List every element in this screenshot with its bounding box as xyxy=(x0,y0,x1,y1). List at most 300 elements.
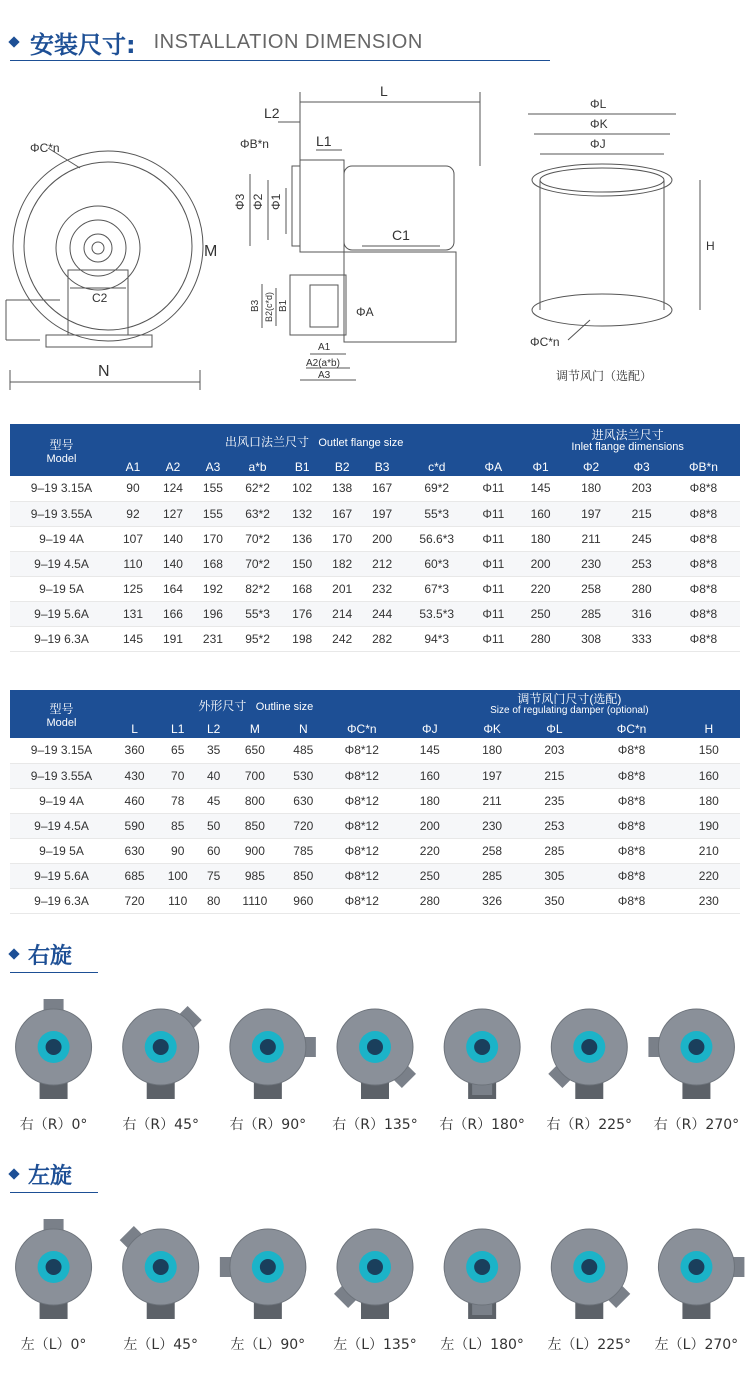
value-cell: 244 xyxy=(362,601,402,626)
label-l: L xyxy=(380,83,388,99)
fan-left-0 xyxy=(16,1219,92,1319)
model-header-cn: 型号 xyxy=(49,437,74,452)
model-header-2-cn: 型号 xyxy=(49,701,74,716)
column-header: A3 xyxy=(193,458,233,476)
column-header: ΦC*n xyxy=(325,720,399,738)
value-cell: 214 xyxy=(322,601,362,626)
label-phi-a: ΦA xyxy=(356,305,374,319)
value-cell: 192 xyxy=(193,576,233,601)
value-cell: 250 xyxy=(399,863,461,888)
column-header: N xyxy=(282,720,325,738)
value-cell: 960 xyxy=(282,888,325,913)
value-cell: 253 xyxy=(616,551,667,576)
value-cell: 900 xyxy=(228,838,282,863)
fan-label: 右（R）135° xyxy=(332,1117,418,1133)
label-phi2: Φ2 xyxy=(251,193,265,210)
table-row xyxy=(10,813,740,838)
value-cell: 720 xyxy=(282,813,325,838)
table-row xyxy=(10,601,740,626)
header-divider xyxy=(10,60,550,61)
column-header: Φ3 xyxy=(616,458,667,476)
value-cell: 92 xyxy=(113,501,153,526)
fan-label: 右（R）180° xyxy=(439,1117,525,1133)
table2-column-headers xyxy=(10,720,740,738)
column-header: ΦA xyxy=(471,458,515,476)
header-title-en: INSTALLATION DIMENSION xyxy=(153,30,423,53)
column-header: Φ1 xyxy=(515,458,566,476)
fan-right-225 xyxy=(548,1009,627,1099)
value-cell: 85 xyxy=(156,813,199,838)
value-cell: 280 xyxy=(399,888,461,913)
value-cell: 145 xyxy=(399,738,461,763)
value-cell: 198 xyxy=(282,626,322,651)
label-h: H xyxy=(706,239,715,253)
outlet-header-cn: 出风口法兰尺寸 xyxy=(224,434,309,449)
fan-left-180 xyxy=(444,1229,520,1319)
value-cell: 110 xyxy=(113,551,153,576)
value-cell: 80 xyxy=(199,888,228,913)
table2-body xyxy=(10,738,740,913)
model-cell: 9–19 5.6A xyxy=(10,863,113,888)
value-cell: 55*3 xyxy=(402,501,471,526)
value-cell: Φ8*8 xyxy=(586,813,678,838)
value-cell: Φ8*8 xyxy=(667,601,740,626)
fan-label: 左（L）225° xyxy=(547,1337,632,1353)
right-rotation-header xyxy=(10,938,72,970)
damper-group-header xyxy=(399,690,740,720)
value-cell: 850 xyxy=(282,863,325,888)
value-cell: 180 xyxy=(461,738,523,763)
model-cell: 9–19 4.5A xyxy=(10,551,113,576)
model-header-en: Model xyxy=(46,452,77,465)
value-cell: 70*2 xyxy=(233,526,282,551)
value-cell: 63*2 xyxy=(233,501,282,526)
value-cell: 230 xyxy=(678,888,740,913)
outline-damper-table xyxy=(10,690,740,914)
outline-header-cn: 外形尺寸 xyxy=(198,698,247,713)
value-cell: 160 xyxy=(515,501,566,526)
column-header: L xyxy=(113,720,156,738)
value-cell: 82*2 xyxy=(233,576,282,601)
value-cell: Φ8*8 xyxy=(667,476,740,501)
value-cell: 215 xyxy=(523,763,585,788)
model-header xyxy=(10,424,113,476)
table-row xyxy=(10,626,740,651)
value-cell: 131 xyxy=(113,601,153,626)
value-cell: 232 xyxy=(362,576,402,601)
value-cell: 235 xyxy=(523,788,585,813)
value-cell: 176 xyxy=(282,601,322,626)
outlet-header-en: Outlet flange size xyxy=(318,436,404,449)
value-cell: 430 xyxy=(113,763,156,788)
fan-left-270 xyxy=(658,1229,744,1319)
value-cell: 630 xyxy=(282,788,325,813)
value-cell: 90 xyxy=(156,838,199,863)
value-cell: 700 xyxy=(228,763,282,788)
label-l1: L1 xyxy=(316,133,332,149)
value-cell: 215 xyxy=(616,501,667,526)
fan-label: 左（L）135° xyxy=(333,1337,417,1353)
value-cell: Φ8*8 xyxy=(586,738,678,763)
fan-label: 右（R）90° xyxy=(229,1117,307,1133)
value-cell: 220 xyxy=(399,838,461,863)
model-cell: 9–19 3.15A xyxy=(10,476,113,501)
column-header: B3 xyxy=(362,458,402,476)
value-cell: 155 xyxy=(193,476,233,501)
value-cell: 285 xyxy=(461,863,523,888)
value-cell: Φ8*8 xyxy=(667,626,740,651)
column-header: ΦL xyxy=(523,720,585,738)
value-cell: Φ11 xyxy=(471,576,515,601)
fan-right-180 xyxy=(444,1009,520,1099)
model-cell: 9–19 3.15A xyxy=(10,738,113,763)
table1-column-headers xyxy=(10,458,740,476)
label-b2: B2(c*d) xyxy=(264,291,274,322)
value-cell: 720 xyxy=(113,888,156,913)
inlet-header-cn: 进风法兰尺寸 xyxy=(591,428,664,442)
value-cell: 168 xyxy=(282,576,322,601)
value-cell: Φ8*8 xyxy=(667,501,740,526)
value-cell: 280 xyxy=(515,626,566,651)
left-labels xyxy=(0,1334,750,1354)
value-cell: 170 xyxy=(193,526,233,551)
value-cell: 590 xyxy=(113,813,156,838)
value-cell: 250 xyxy=(515,601,566,626)
label-m: M xyxy=(204,243,218,260)
value-cell: 210 xyxy=(678,838,740,863)
value-cell: 985 xyxy=(228,863,282,888)
label-damper: 调节风门（选配） xyxy=(556,369,653,383)
left-rotation-title: 左旋 xyxy=(28,1163,73,1189)
value-cell: 200 xyxy=(515,551,566,576)
value-cell: 800 xyxy=(228,788,282,813)
fan-right-270 xyxy=(648,1009,734,1099)
value-cell: 40 xyxy=(199,763,228,788)
label-c1: C1 xyxy=(392,227,410,243)
column-header: H xyxy=(678,720,740,738)
value-cell: 145 xyxy=(515,476,566,501)
value-cell: 45 xyxy=(199,788,228,813)
value-cell: Φ8*12 xyxy=(325,888,399,913)
value-cell: 1110 xyxy=(228,888,282,913)
model-cell: 9–19 6.3A xyxy=(10,626,113,651)
value-cell: 90 xyxy=(113,476,153,501)
value-cell: 94*3 xyxy=(402,626,471,651)
label-b1: B1 xyxy=(278,299,289,312)
value-cell: 167 xyxy=(322,501,362,526)
table-row xyxy=(10,476,740,501)
value-cell: 160 xyxy=(399,763,461,788)
fan-label: 左（L）180° xyxy=(440,1337,524,1353)
value-cell: 308 xyxy=(566,626,617,651)
outlet-group-header xyxy=(113,424,515,458)
value-cell: 127 xyxy=(153,501,193,526)
value-cell: 55*3 xyxy=(233,601,282,626)
model-cell: 9–19 5A xyxy=(10,838,113,863)
value-cell: 56.6*3 xyxy=(402,526,471,551)
value-cell: Φ11 xyxy=(471,476,515,501)
value-cell: 60*3 xyxy=(402,551,471,576)
value-cell: Φ11 xyxy=(471,626,515,651)
value-cell: 650 xyxy=(228,738,282,763)
column-header: A1 xyxy=(113,458,153,476)
column-header: ΦC*n xyxy=(586,720,678,738)
column-header: L1 xyxy=(156,720,199,738)
value-cell: 180 xyxy=(678,788,740,813)
value-cell: 258 xyxy=(566,576,617,601)
section-header xyxy=(10,22,423,62)
value-cell: 164 xyxy=(153,576,193,601)
model-header-2 xyxy=(10,690,113,738)
model-cell: 9–19 6.3A xyxy=(10,888,113,913)
label-b3: B3 xyxy=(250,299,261,312)
fan-left-135 xyxy=(334,1229,413,1319)
fan-left-90 xyxy=(220,1229,306,1319)
fan-right-45 xyxy=(123,1006,202,1099)
left-fan-images xyxy=(0,1215,750,1330)
fan-label: 右（R）225° xyxy=(546,1117,632,1133)
value-cell: 200 xyxy=(399,813,461,838)
value-cell: 280 xyxy=(616,576,667,601)
outlet-inlet-table xyxy=(10,424,740,652)
value-cell: Φ8*8 xyxy=(586,838,678,863)
diamond-icon xyxy=(8,1168,19,1179)
value-cell: 140 xyxy=(153,551,193,576)
column-header: c*d xyxy=(402,458,471,476)
value-cell: Φ11 xyxy=(471,601,515,626)
value-cell: 230 xyxy=(461,813,523,838)
value-cell: Φ11 xyxy=(471,501,515,526)
column-header: L2 xyxy=(199,720,228,738)
column-header: ΦJ xyxy=(399,720,461,738)
column-header: A2 xyxy=(153,458,193,476)
value-cell: 197 xyxy=(566,501,617,526)
label-phi-bn: ΦB*n xyxy=(240,137,269,151)
label-phi-k: ΦK xyxy=(590,117,608,131)
table-row xyxy=(10,576,740,601)
label-c2: C2 xyxy=(92,291,108,305)
label-phi1: Φ1 xyxy=(269,193,283,210)
right-rotation-title: 右旋 xyxy=(28,943,73,969)
value-cell: 132 xyxy=(282,501,322,526)
header-title-cn: 安装尺寸: xyxy=(30,30,136,59)
value-cell: 316 xyxy=(616,601,667,626)
value-cell: 350 xyxy=(523,888,585,913)
value-cell: 785 xyxy=(282,838,325,863)
value-cell: 110 xyxy=(156,888,199,913)
column-header: a*b xyxy=(233,458,282,476)
table-row xyxy=(10,888,740,913)
column-header: B1 xyxy=(282,458,322,476)
value-cell: 70 xyxy=(156,763,199,788)
value-cell: 125 xyxy=(113,576,153,601)
value-cell: 285 xyxy=(523,838,585,863)
value-cell: 69*2 xyxy=(402,476,471,501)
table-row xyxy=(10,838,740,863)
value-cell: 155 xyxy=(193,501,233,526)
value-cell: 203 xyxy=(523,738,585,763)
inlet-group-header xyxy=(515,424,740,458)
column-header: ΦB*n xyxy=(667,458,740,476)
value-cell: 62*2 xyxy=(233,476,282,501)
value-cell: 70*2 xyxy=(233,551,282,576)
value-cell: Φ8*8 xyxy=(586,788,678,813)
value-cell: 50 xyxy=(199,813,228,838)
value-cell: Φ8*8 xyxy=(667,551,740,576)
right-labels xyxy=(0,1114,750,1134)
value-cell: 326 xyxy=(461,888,523,913)
value-cell: 685 xyxy=(113,863,156,888)
value-cell: Φ8*12 xyxy=(325,863,399,888)
model-cell: 9–19 4A xyxy=(10,788,113,813)
label-a1: A1 xyxy=(318,342,331,353)
fan-label: 左（L）0° xyxy=(20,1337,87,1353)
value-cell: 630 xyxy=(113,838,156,863)
value-cell: 150 xyxy=(678,738,740,763)
value-cell: 850 xyxy=(228,813,282,838)
value-cell: 100 xyxy=(156,863,199,888)
table-row xyxy=(10,526,740,551)
value-cell: Φ11 xyxy=(471,551,515,576)
column-header: B2 xyxy=(322,458,362,476)
model-cell: 9–19 5A xyxy=(10,576,113,601)
value-cell: 220 xyxy=(678,863,740,888)
value-cell: 201 xyxy=(322,576,362,601)
damper-header-cn: 调节风门尺寸(选配) xyxy=(517,692,622,706)
value-cell: 190 xyxy=(678,813,740,838)
value-cell: 75 xyxy=(199,863,228,888)
fan-right-135 xyxy=(337,1009,416,1099)
value-cell: 124 xyxy=(153,476,193,501)
value-cell: 167 xyxy=(362,476,402,501)
value-cell: 212 xyxy=(362,551,402,576)
value-cell: 140 xyxy=(153,526,193,551)
left-divider xyxy=(10,1192,98,1193)
value-cell: 53.5*3 xyxy=(402,601,471,626)
fan-right-0 xyxy=(16,999,92,1099)
fan-label: 右（R）270° xyxy=(653,1117,740,1133)
value-cell: 180 xyxy=(566,476,617,501)
value-cell: 145 xyxy=(113,626,153,651)
model-cell: 9–19 5.6A xyxy=(10,601,113,626)
value-cell: 333 xyxy=(616,626,667,651)
fan-label: 左（L）270° xyxy=(654,1337,739,1353)
value-cell: 180 xyxy=(515,526,566,551)
value-cell: 182 xyxy=(322,551,362,576)
label-phi-j: ΦJ xyxy=(590,137,606,151)
label-phi-l: ΦL xyxy=(590,97,607,111)
value-cell: 231 xyxy=(193,626,233,651)
value-cell: Φ8*12 xyxy=(325,838,399,863)
value-cell: 253 xyxy=(523,813,585,838)
table-row xyxy=(10,788,740,813)
table1-body xyxy=(10,476,740,651)
value-cell: 138 xyxy=(322,476,362,501)
diamond-icon xyxy=(8,36,19,47)
label-l2: L2 xyxy=(264,105,280,121)
column-header: ΦK xyxy=(461,720,523,738)
left-rotation-header xyxy=(10,1158,72,1190)
value-cell: 67*3 xyxy=(402,576,471,601)
value-cell: Φ8*8 xyxy=(586,888,678,913)
value-cell: 65 xyxy=(156,738,199,763)
value-cell: 95*2 xyxy=(233,626,282,651)
value-cell: Φ11 xyxy=(471,526,515,551)
installation-drawing xyxy=(0,70,750,400)
value-cell: 150 xyxy=(282,551,322,576)
value-cell: 305 xyxy=(523,863,585,888)
column-header: M xyxy=(228,720,282,738)
value-cell: 211 xyxy=(566,526,617,551)
value-cell: 245 xyxy=(616,526,667,551)
diamond-icon xyxy=(8,948,19,959)
value-cell: 191 xyxy=(153,626,193,651)
value-cell: Φ8*8 xyxy=(667,526,740,551)
value-cell: 360 xyxy=(113,738,156,763)
fan-left-45 xyxy=(120,1226,199,1319)
value-cell: 220 xyxy=(515,576,566,601)
value-cell: Φ8*12 xyxy=(325,763,399,788)
inlet-header-en: Inlet flange dimensions xyxy=(571,441,684,453)
value-cell: 170 xyxy=(322,526,362,551)
right-divider xyxy=(10,972,98,973)
value-cell: 242 xyxy=(322,626,362,651)
value-cell: Φ8*8 xyxy=(586,763,678,788)
value-cell: 78 xyxy=(156,788,199,813)
table-row xyxy=(10,501,740,526)
value-cell: 203 xyxy=(616,476,667,501)
value-cell: 285 xyxy=(566,601,617,626)
label-phi3: Φ3 xyxy=(233,193,247,210)
fan-label: 左（L）45° xyxy=(123,1337,199,1353)
value-cell: 107 xyxy=(113,526,153,551)
value-cell: 200 xyxy=(362,526,402,551)
table-row xyxy=(10,738,740,763)
value-cell: 196 xyxy=(193,601,233,626)
value-cell: 180 xyxy=(399,788,461,813)
fan-label: 右（R）45° xyxy=(122,1117,199,1133)
column-header: Φ2 xyxy=(566,458,617,476)
table-row xyxy=(10,763,740,788)
table-row xyxy=(10,863,740,888)
model-cell: 9–19 3.55A xyxy=(10,763,113,788)
value-cell: 197 xyxy=(461,763,523,788)
damper-header-en: Size of regulating damper (optional) xyxy=(490,705,649,716)
outline-group-header xyxy=(113,690,399,720)
value-cell: 197 xyxy=(362,501,402,526)
value-cell: 485 xyxy=(282,738,325,763)
value-cell: 282 xyxy=(362,626,402,651)
model-header-2-en: Model xyxy=(46,716,77,729)
value-cell: 211 xyxy=(461,788,523,813)
value-cell: 258 xyxy=(461,838,523,863)
value-cell: 136 xyxy=(282,526,322,551)
value-cell: 166 xyxy=(153,601,193,626)
fan-label: 右（R）0° xyxy=(19,1117,88,1133)
right-fan-images xyxy=(0,995,750,1105)
fan-label: 左（L）90° xyxy=(230,1337,306,1353)
fan-left-225 xyxy=(551,1229,630,1319)
outline-header-en: Outline size xyxy=(255,700,314,713)
label-a3: A3 xyxy=(318,370,331,381)
value-cell: 35 xyxy=(199,738,228,763)
value-cell: Φ8*8 xyxy=(586,863,678,888)
value-cell: 168 xyxy=(193,551,233,576)
value-cell: Φ8*12 xyxy=(325,738,399,763)
table-row xyxy=(10,551,740,576)
label-n: N xyxy=(98,363,110,380)
label-phi-cn: ΦC*n xyxy=(30,141,60,155)
